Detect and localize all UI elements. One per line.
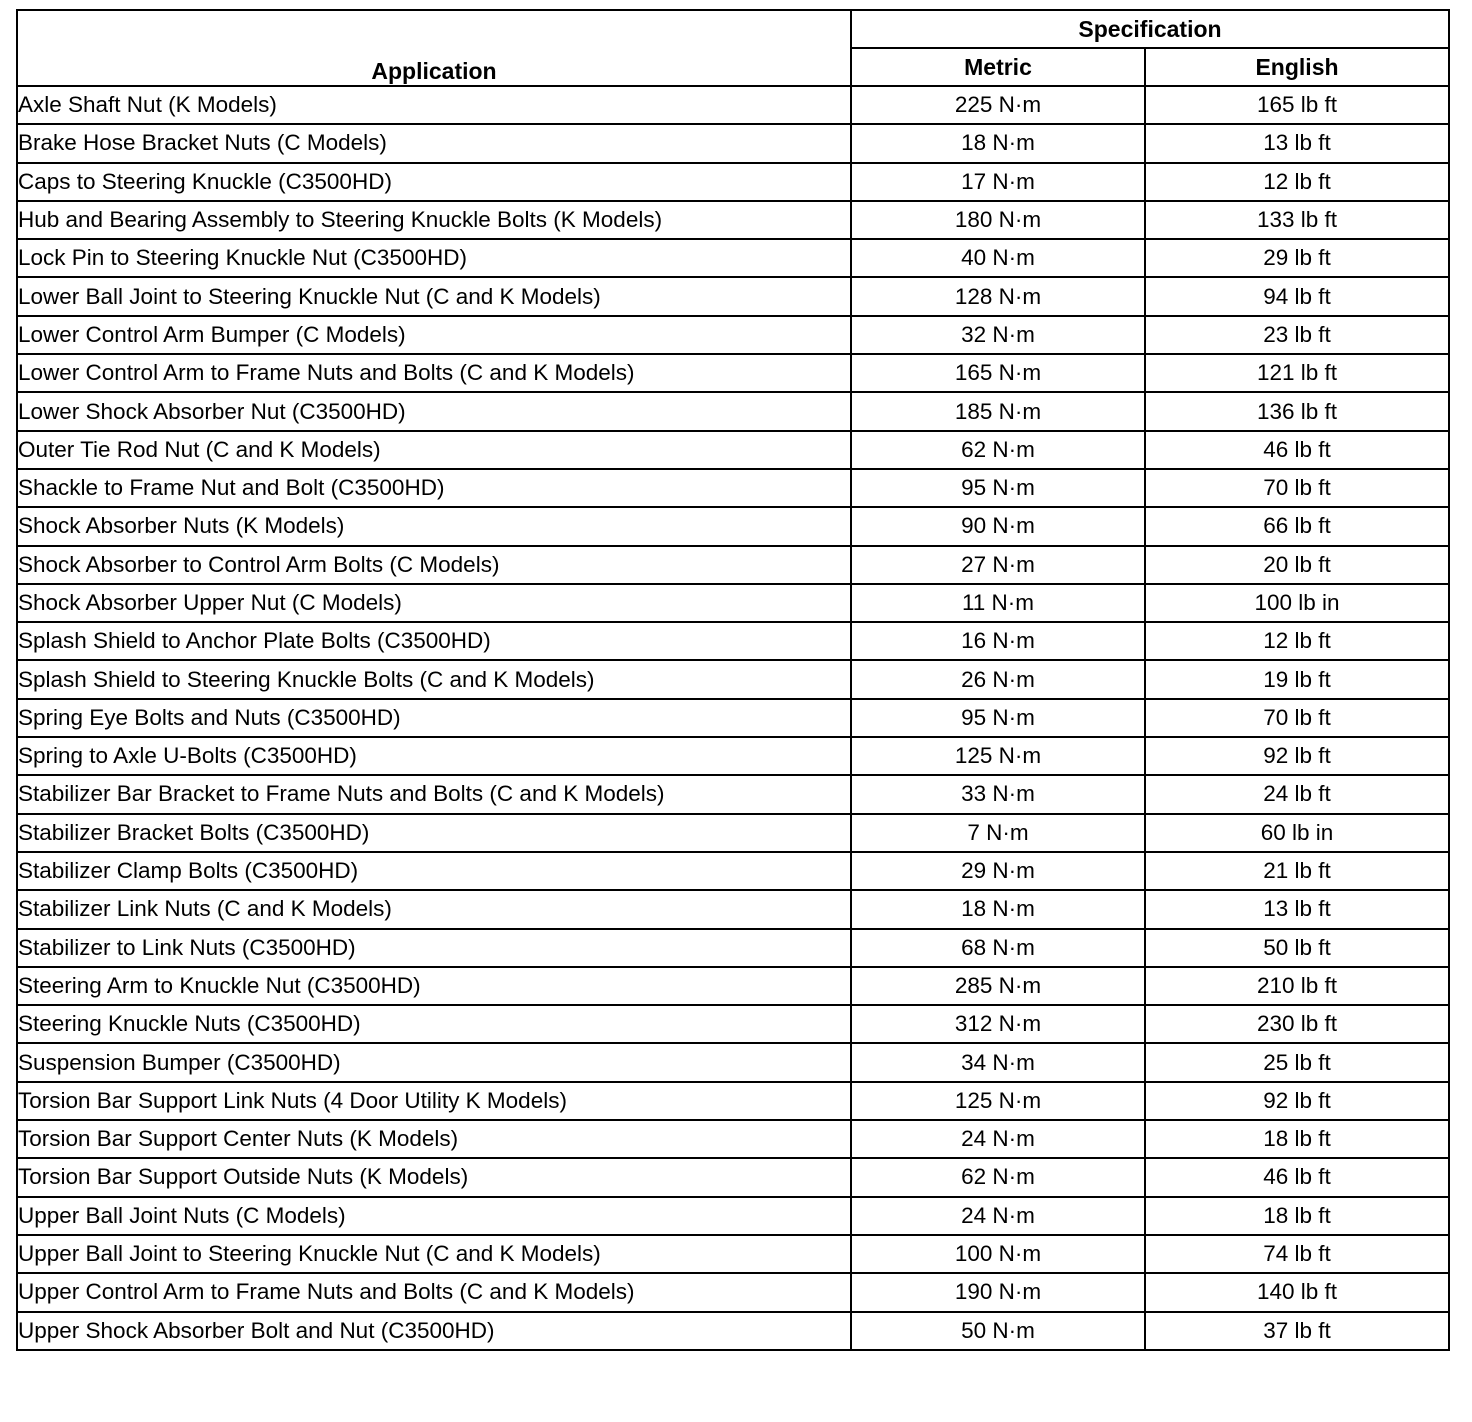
table-row xyxy=(17,354,1449,392)
application-cell: Hub and Bearing Assembly to Steering Knuckle Bolts (K Models) xyxy=(17,201,851,239)
table-row xyxy=(17,86,1449,124)
application-cell: Stabilizer Clamp Bolts (C3500HD) xyxy=(17,852,851,890)
table-row xyxy=(17,660,1449,698)
metric-cell: 285 N·m xyxy=(851,967,1145,1005)
table-row xyxy=(17,967,1449,1005)
english-cell: 13 lb ft xyxy=(1145,890,1449,928)
application-cell: Brake Hose Bracket Nuts (C Models) xyxy=(17,124,851,162)
table-row xyxy=(17,1120,1449,1158)
english-cell: 37 lb ft xyxy=(1145,1312,1449,1350)
english-cell: 165 lb ft xyxy=(1145,86,1449,124)
application-cell: Outer Tie Rod Nut (C and K Models) xyxy=(17,431,851,469)
application-cell: Torsion Bar Support Link Nuts (4 Door Utility K Models) xyxy=(17,1082,851,1120)
english-cell: 12 lb ft xyxy=(1145,163,1449,201)
metric-cell: 95 N·m xyxy=(851,469,1145,507)
application-cell: Lower Control Arm to Frame Nuts and Bolts (C and K Models) xyxy=(17,354,851,392)
english-cell: 18 lb ft xyxy=(1145,1197,1449,1235)
metric-cell: 29 N·m xyxy=(851,852,1145,890)
table-row xyxy=(17,507,1449,545)
application-cell: Axle Shaft Nut (K Models) xyxy=(17,86,851,124)
table-row xyxy=(17,1235,1449,1273)
metric-cell: 125 N·m xyxy=(851,737,1145,775)
english-cell: 25 lb ft xyxy=(1145,1043,1449,1081)
english-cell: 12 lb ft xyxy=(1145,622,1449,660)
application-cell: Spring Eye Bolts and Nuts (C3500HD) xyxy=(17,699,851,737)
table-row xyxy=(17,929,1449,967)
english-cell: 74 lb ft xyxy=(1145,1235,1449,1273)
metric-cell: 34 N·m xyxy=(851,1043,1145,1081)
metric-cell: 225 N·m xyxy=(851,86,1145,124)
english-cell: 23 lb ft xyxy=(1145,316,1449,354)
english-cell: 50 lb ft xyxy=(1145,929,1449,967)
application-cell: Steering Arm to Knuckle Nut (C3500HD) xyxy=(17,967,851,1005)
application-cell: Shock Absorber Upper Nut (C Models) xyxy=(17,584,851,622)
table-row xyxy=(17,469,1449,507)
english-cell: 210 lb ft xyxy=(1145,967,1449,1005)
english-cell: 19 lb ft xyxy=(1145,660,1449,698)
application-cell: Spring to Axle U-Bolts (C3500HD) xyxy=(17,737,851,775)
table-row xyxy=(17,737,1449,775)
metric-cell: 312 N·m xyxy=(851,1005,1145,1043)
table-row xyxy=(17,1312,1449,1350)
english-cell: 18 lb ft xyxy=(1145,1120,1449,1158)
application-cell: Lower Ball Joint to Steering Knuckle Nut (C and K Models) xyxy=(17,277,851,315)
application-cell: Lower Control Arm Bumper (C Models) xyxy=(17,316,851,354)
application-cell: Stabilizer Bar Bracket to Frame Nuts and Bolts (C and K Models) xyxy=(17,775,851,813)
torque-specification-table xyxy=(16,9,1450,1351)
table-row xyxy=(17,775,1449,813)
english-cell: 70 lb ft xyxy=(1145,469,1449,507)
application-cell: Splash Shield to Steering Knuckle Bolts (C and K Models) xyxy=(17,660,851,698)
metric-cell: 32 N·m xyxy=(851,316,1145,354)
english-cell: 60 lb in xyxy=(1145,814,1449,852)
english-cell: 29 lb ft xyxy=(1145,239,1449,277)
english-cell: 92 lb ft xyxy=(1145,1082,1449,1120)
english-cell: 24 lb ft xyxy=(1145,775,1449,813)
metric-cell: 125 N·m xyxy=(851,1082,1145,1120)
metric-cell: 16 N·m xyxy=(851,622,1145,660)
table-row xyxy=(17,1082,1449,1120)
table-row xyxy=(17,163,1449,201)
metric-cell: 128 N·m xyxy=(851,277,1145,315)
english-cell: 70 lb ft xyxy=(1145,699,1449,737)
application-cell: Torsion Bar Support Outside Nuts (K Models) xyxy=(17,1158,851,1196)
metric-cell: 95 N·m xyxy=(851,699,1145,737)
application-cell: Shock Absorber Nuts (K Models) xyxy=(17,507,851,545)
metric-cell: 50 N·m xyxy=(851,1312,1145,1350)
application-cell: Stabilizer Link Nuts (C and K Models) xyxy=(17,890,851,928)
table-row xyxy=(17,1005,1449,1043)
table-body xyxy=(17,86,1449,1350)
application-cell: Caps to Steering Knuckle (C3500HD) xyxy=(17,163,851,201)
metric-cell: 18 N·m xyxy=(851,890,1145,928)
metric-cell: 24 N·m xyxy=(851,1120,1145,1158)
english-cell: 230 lb ft xyxy=(1145,1005,1449,1043)
metric-cell: 27 N·m xyxy=(851,546,1145,584)
table-row xyxy=(17,431,1449,469)
english-cell: 94 lb ft xyxy=(1145,277,1449,315)
metric-cell: 26 N·m xyxy=(851,660,1145,698)
header-row-top xyxy=(17,10,1449,48)
application-cell: Upper Control Arm to Frame Nuts and Bolts (C and K Models) xyxy=(17,1273,851,1311)
metric-cell: 62 N·m xyxy=(851,431,1145,469)
table-row xyxy=(17,239,1449,277)
table-row xyxy=(17,699,1449,737)
table-row xyxy=(17,852,1449,890)
table-row xyxy=(17,1158,1449,1196)
application-cell: Shackle to Frame Nut and Bolt (C3500HD) xyxy=(17,469,851,507)
application-cell: Upper Ball Joint Nuts (C Models) xyxy=(17,1197,851,1235)
application-cell: Splash Shield to Anchor Plate Bolts (C3500HD) xyxy=(17,622,851,660)
application-cell: Shock Absorber to Control Arm Bolts (C Models) xyxy=(17,546,851,584)
metric-cell: 100 N·m xyxy=(851,1235,1145,1273)
application-cell: Suspension Bumper (C3500HD) xyxy=(17,1043,851,1081)
table-row xyxy=(17,890,1449,928)
table-row xyxy=(17,1273,1449,1311)
table-row xyxy=(17,124,1449,162)
metric-cell: 90 N·m xyxy=(851,507,1145,545)
english-cell: 92 lb ft xyxy=(1145,737,1449,775)
table-header xyxy=(17,10,1449,86)
application-cell: Lock Pin to Steering Knuckle Nut (C3500HD) xyxy=(17,239,851,277)
english-cell: 140 lb ft xyxy=(1145,1273,1449,1311)
metric-cell: 190 N·m xyxy=(851,1273,1145,1311)
metric-cell: 7 N·m xyxy=(851,814,1145,852)
table-row xyxy=(17,1043,1449,1081)
english-cell: 100 lb in xyxy=(1145,584,1449,622)
english-cell: 46 lb ft xyxy=(1145,1158,1449,1196)
english-cell: 46 lb ft xyxy=(1145,431,1449,469)
english-cell: 13 lb ft xyxy=(1145,124,1449,162)
application-cell: Steering Knuckle Nuts (C3500HD) xyxy=(17,1005,851,1043)
english-cell: 133 lb ft xyxy=(1145,201,1449,239)
english-cell: 20 lb ft xyxy=(1145,546,1449,584)
metric-column-header: Metric xyxy=(851,48,1145,86)
metric-cell: 17 N·m xyxy=(851,163,1145,201)
table-row xyxy=(17,546,1449,584)
metric-cell: 18 N·m xyxy=(851,124,1145,162)
application-cell: Upper Ball Joint to Steering Knuckle Nut (C and K Models) xyxy=(17,1235,851,1273)
table-row xyxy=(17,201,1449,239)
metric-cell: 11 N·m xyxy=(851,584,1145,622)
metric-cell: 185 N·m xyxy=(851,392,1145,430)
metric-cell: 62 N·m xyxy=(851,1158,1145,1196)
english-cell: 121 lb ft xyxy=(1145,354,1449,392)
metric-cell: 68 N·m xyxy=(851,929,1145,967)
application-cell: Stabilizer Bracket Bolts (C3500HD) xyxy=(17,814,851,852)
application-column-header: Application xyxy=(17,10,851,86)
application-cell: Torsion Bar Support Center Nuts (K Models) xyxy=(17,1120,851,1158)
specification-group-header: Specification xyxy=(851,10,1449,48)
metric-cell: 33 N·m xyxy=(851,775,1145,813)
metric-cell: 165 N·m xyxy=(851,354,1145,392)
table-row xyxy=(17,814,1449,852)
application-cell: Upper Shock Absorber Bolt and Nut (C3500HD) xyxy=(17,1312,851,1350)
metric-cell: 180 N·m xyxy=(851,201,1145,239)
table-row xyxy=(17,392,1449,430)
english-cell: 136 lb ft xyxy=(1145,392,1449,430)
metric-cell: 24 N·m xyxy=(851,1197,1145,1235)
english-column-header: English xyxy=(1145,48,1449,86)
table-row xyxy=(17,584,1449,622)
english-cell: 21 lb ft xyxy=(1145,852,1449,890)
table-row xyxy=(17,277,1449,315)
table-row xyxy=(17,1197,1449,1235)
english-cell: 66 lb ft xyxy=(1145,507,1449,545)
table-row xyxy=(17,622,1449,660)
table-row xyxy=(17,316,1449,354)
metric-cell: 40 N·m xyxy=(851,239,1145,277)
application-cell: Stabilizer to Link Nuts (C3500HD) xyxy=(17,929,851,967)
application-cell: Lower Shock Absorber Nut (C3500HD) xyxy=(17,392,851,430)
